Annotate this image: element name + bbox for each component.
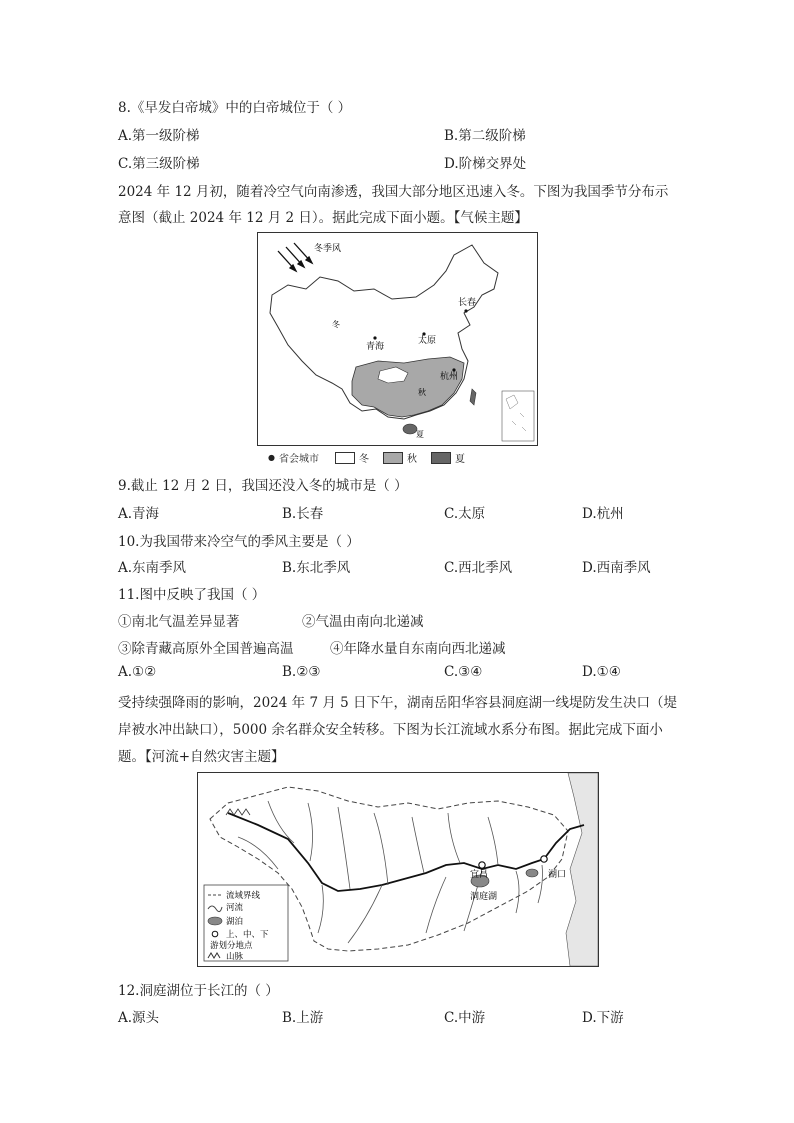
autumn-label: 秋 (418, 388, 426, 397)
q10-option-a[interactable]: A.东南季风 (118, 560, 187, 576)
passage1-line2: 意图（截止 2024 年 12 月 2 日）。据此完成下面小题。【气候主题】 (118, 210, 528, 226)
hainan-summer (403, 424, 417, 434)
legend-river: 河流 (226, 903, 244, 913)
legend-lake-icon (208, 917, 222, 925)
q12-option-a[interactable]: A.源头 (118, 1010, 160, 1026)
q9-option-a[interactable]: A.青海 (118, 506, 160, 522)
sea-area (566, 773, 598, 966)
q11-stem: 11.图中反映了我国（ ） (118, 587, 266, 603)
city-changchun: 长春 (458, 298, 477, 308)
label-hukou: 湖口 (548, 870, 567, 880)
legend-division-1: 上、中、下 (226, 930, 269, 940)
q8-option-d[interactable]: D.阶梯交界处 (444, 156, 527, 172)
q9-option-c[interactable]: C.太原 (444, 506, 486, 522)
q10-option-b[interactable]: B.东北季风 (282, 560, 351, 576)
q8-option-c[interactable]: C.第三级阶梯 (118, 156, 200, 172)
passage2-line2: 岸被水冲出缺口），5000 余名群众安全转移。下图为长江流域水系分布图。据此完成下面小 (118, 722, 663, 738)
q10-option-d[interactable]: D.西南季风 (582, 560, 651, 576)
city-hangzhou: 杭州 (440, 372, 459, 382)
q12-option-b[interactable]: B.上游 (282, 1010, 324, 1026)
label-yichang: 宜昌 (470, 870, 489, 880)
q11-statement-4: ④年降水量自东南向西北递减 (330, 641, 506, 657)
legend-winter: 冬 (358, 454, 369, 465)
season-map-svg (258, 233, 537, 445)
q12-option-d[interactable]: D.下游 (582, 1010, 624, 1026)
q9-option-d[interactable]: D.杭州 (582, 506, 624, 522)
legend-capital: 省会城市 (278, 454, 319, 465)
legend-boundary: 流域界线 (226, 891, 261, 901)
legend-point-icon (212, 931, 218, 937)
q10-stem: 10.为我国带来冷空气的季风主要是（ ） (118, 534, 360, 550)
changchun-dot (464, 309, 467, 312)
summer-label: 夏 (416, 430, 424, 439)
q10-option-c[interactable]: C.西北季风 (444, 560, 513, 576)
q8-stem: 8.《早发白帝城》中的白帝城位于（ ） (118, 100, 352, 116)
city-qinghai: 青海 (366, 342, 385, 352)
q11-option-d[interactable]: D.①④ (582, 664, 621, 680)
q11-statement-1: ①南北气温差异显著 (118, 614, 240, 630)
winter-monsoon-arrows (278, 243, 312, 271)
q11-option-a[interactable]: A.①② (118, 664, 157, 680)
season-map (257, 232, 538, 446)
legend-division-2: 游划分地点 (210, 941, 253, 951)
q9-stem: 9.截止 12 月 2 日，我国还没入冬的城市是（ ） (118, 478, 408, 494)
q12-stem: 12.洞庭湖位于长江的（ ） (118, 983, 279, 999)
q8-option-a[interactable]: A.第一级阶梯 (118, 128, 200, 144)
q11-statement-3: ③除青藏高原外全国普遍高温 (118, 641, 294, 657)
legend-winter-swatch (335, 452, 355, 464)
legend-summer: 夏 (454, 454, 465, 465)
wind-label: 冬季风 (314, 244, 342, 254)
hukou-point (541, 856, 547, 862)
q8-option-b[interactable]: B.第二级阶梯 (444, 128, 526, 144)
passage2-line1: 受持续强降雨的影响，2024 年 7 月 5 日下午，湖南岳阳华容县洞庭湖一线堤防发生决口（堤 (118, 695, 677, 711)
yangtze-map-svg (198, 773, 598, 966)
label-dongting: 洞庭湖 (470, 892, 498, 902)
q12-option-c[interactable]: C.中游 (444, 1010, 486, 1026)
legend-mountain: 山脉 (226, 952, 244, 962)
legend-autumn: 秋 (406, 454, 417, 465)
taiwan-summer (470, 389, 476, 405)
legend-lake: 湖泊 (226, 917, 244, 927)
yangtze-main-river (228, 813, 584, 891)
yichang-point (479, 862, 485, 868)
passage2-line3: 题。【河流+自然灾害主题】 (118, 749, 285, 765)
q11-option-b[interactable]: B.②③ (282, 664, 321, 680)
city-taiyuan: 太原 (418, 336, 437, 346)
q9-option-b[interactable]: B.长春 (282, 506, 324, 522)
season-legend (268, 450, 465, 465)
legend-summer-swatch (431, 452, 451, 464)
poyang-lake (526, 869, 538, 877)
q11-statement-2: ②气温由南向北递减 (302, 614, 424, 630)
passage1-line1: 2024 年 12 月初，随着冷空气向南渗透，我国大部分地区迅速入冬。下图为我国季节分布示 (118, 184, 669, 200)
qinghai-dot (373, 336, 376, 339)
winter-label: 冬 (332, 320, 340, 329)
capital-dot-icon: ● (268, 453, 275, 462)
yangtze-map (197, 772, 599, 967)
q11-option-c[interactable]: C.③④ (444, 664, 483, 680)
legend-autumn-swatch (383, 452, 403, 464)
